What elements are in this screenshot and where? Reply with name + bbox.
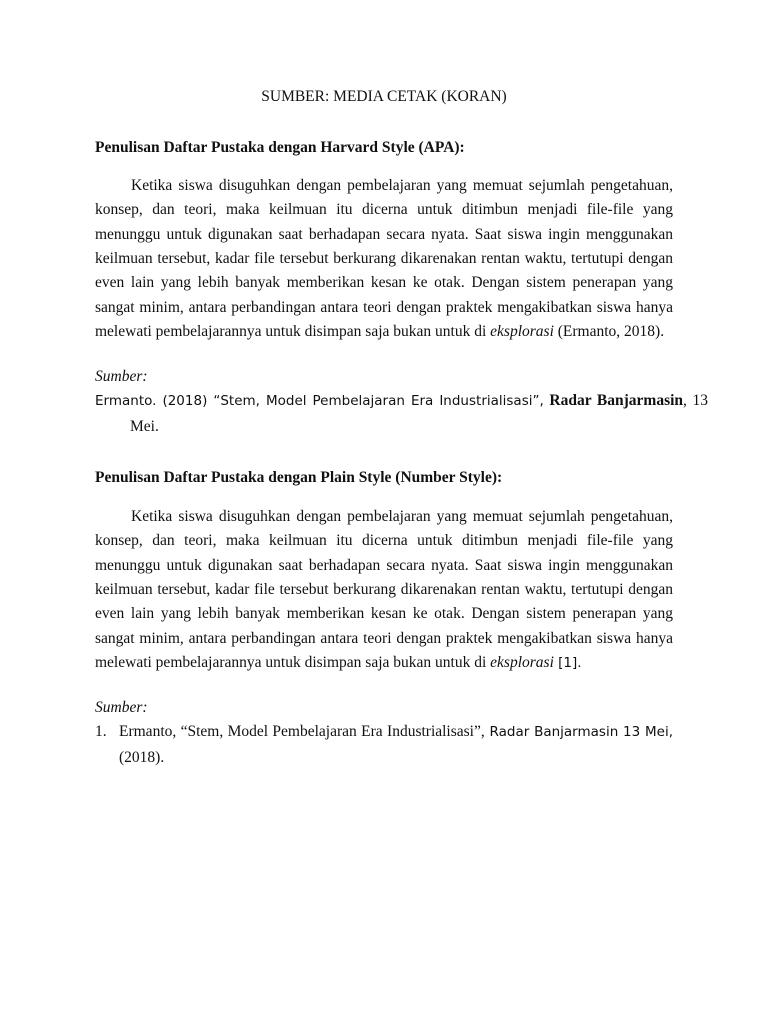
number-reference-publication-date: Radar Banjarmasin 13 Mei, — [484, 724, 673, 740]
number-reference-year: (2018). — [119, 749, 165, 766]
number-section-paragraph — [95, 505, 673, 675]
apa-reference-date: , 13 Mei. — [130, 392, 709, 435]
number-paragraph-italic-term: eksplorasi — [490, 653, 554, 671]
number-reference-entry — [95, 719, 673, 771]
number-reference-title: Ermanto, “Stem, Model Pembelajaran Era Industrialisasi”, — [119, 723, 485, 740]
number-reference-index: 1. — [95, 723, 107, 740]
apa-paragraph-text: Ketika siswa disuguhkan dengan pembelajaran yang memuat sejumlah pengetahuan, konsep, dan teori, maka keilmuan itu dicerna untuk ditimbun menjadi file-file yang menunggu untuk digunakan saat berhadapan secara nyata. Saat siswa ingin menggunakan keilmuan tersebut, kadar file tersebut berkurang dikarenakan rentan waktu, tertutupi dengan even lain yang lebih banyak memberikan kesan ke otak. Dengan sistem penerapan yang sangat minim, antara perbandingan antara teori dengan praktek mengakibatkan siswa hanya melewati pembelajarannya untuk disimpan saja bukan untuk di — [95, 177, 673, 340]
document-title: SUMBER: MEDIA CETAK (KORAN) — [261, 88, 507, 105]
apa-section-paragraph — [95, 174, 673, 344]
apa-reference-publication: Radar Banjarmasin — [549, 392, 684, 409]
apa-reference-entry — [95, 388, 708, 440]
apa-paragraph-citation: (Ermanto, 2018). — [553, 322, 665, 340]
number-paragraph-text: Ketika siswa disuguhkan dengan pembelajaran yang memuat sejumlah pengetahuan, konsep, dan teori, maka keilmuan itu dicerna untuk ditimbun menjadi file-file yang menunggu untuk digunakan saat berhadapan secara nyata. Saat siswa ingin menggunakan keilmuan tersebut, kadar file tersebut berkurang dikarenakan rentan waktu, tertutupi dengan even lain yang lebih banyak memberikan kesan ke otak. Dengan sistem penerapan yang sangat minim, antara perbandingan antara teori dengan praktek mengakibatkan siswa hanya melewati pembelajarannya untuk disimpan saja bukan untuk di — [95, 508, 673, 671]
number-source-label: Sumber: — [95, 699, 148, 716]
apa-source-label: Sumber: — [95, 368, 148, 385]
apa-section-heading: Penulisan Daftar Pustaka dengan Harvard Style (APA): — [95, 139, 465, 156]
number-section-heading: Penulisan Daftar Pustaka dengan Plain Style (Number Style): — [95, 469, 503, 486]
number-paragraph-citation: [1]. — [553, 654, 582, 671]
apa-paragraph-italic-term: eksplorasi — [490, 322, 554, 340]
apa-reference-author-year: Ermanto. (2018) “Stem, Model Pembelajaran Era Industrialisasi”, — [95, 393, 544, 409]
